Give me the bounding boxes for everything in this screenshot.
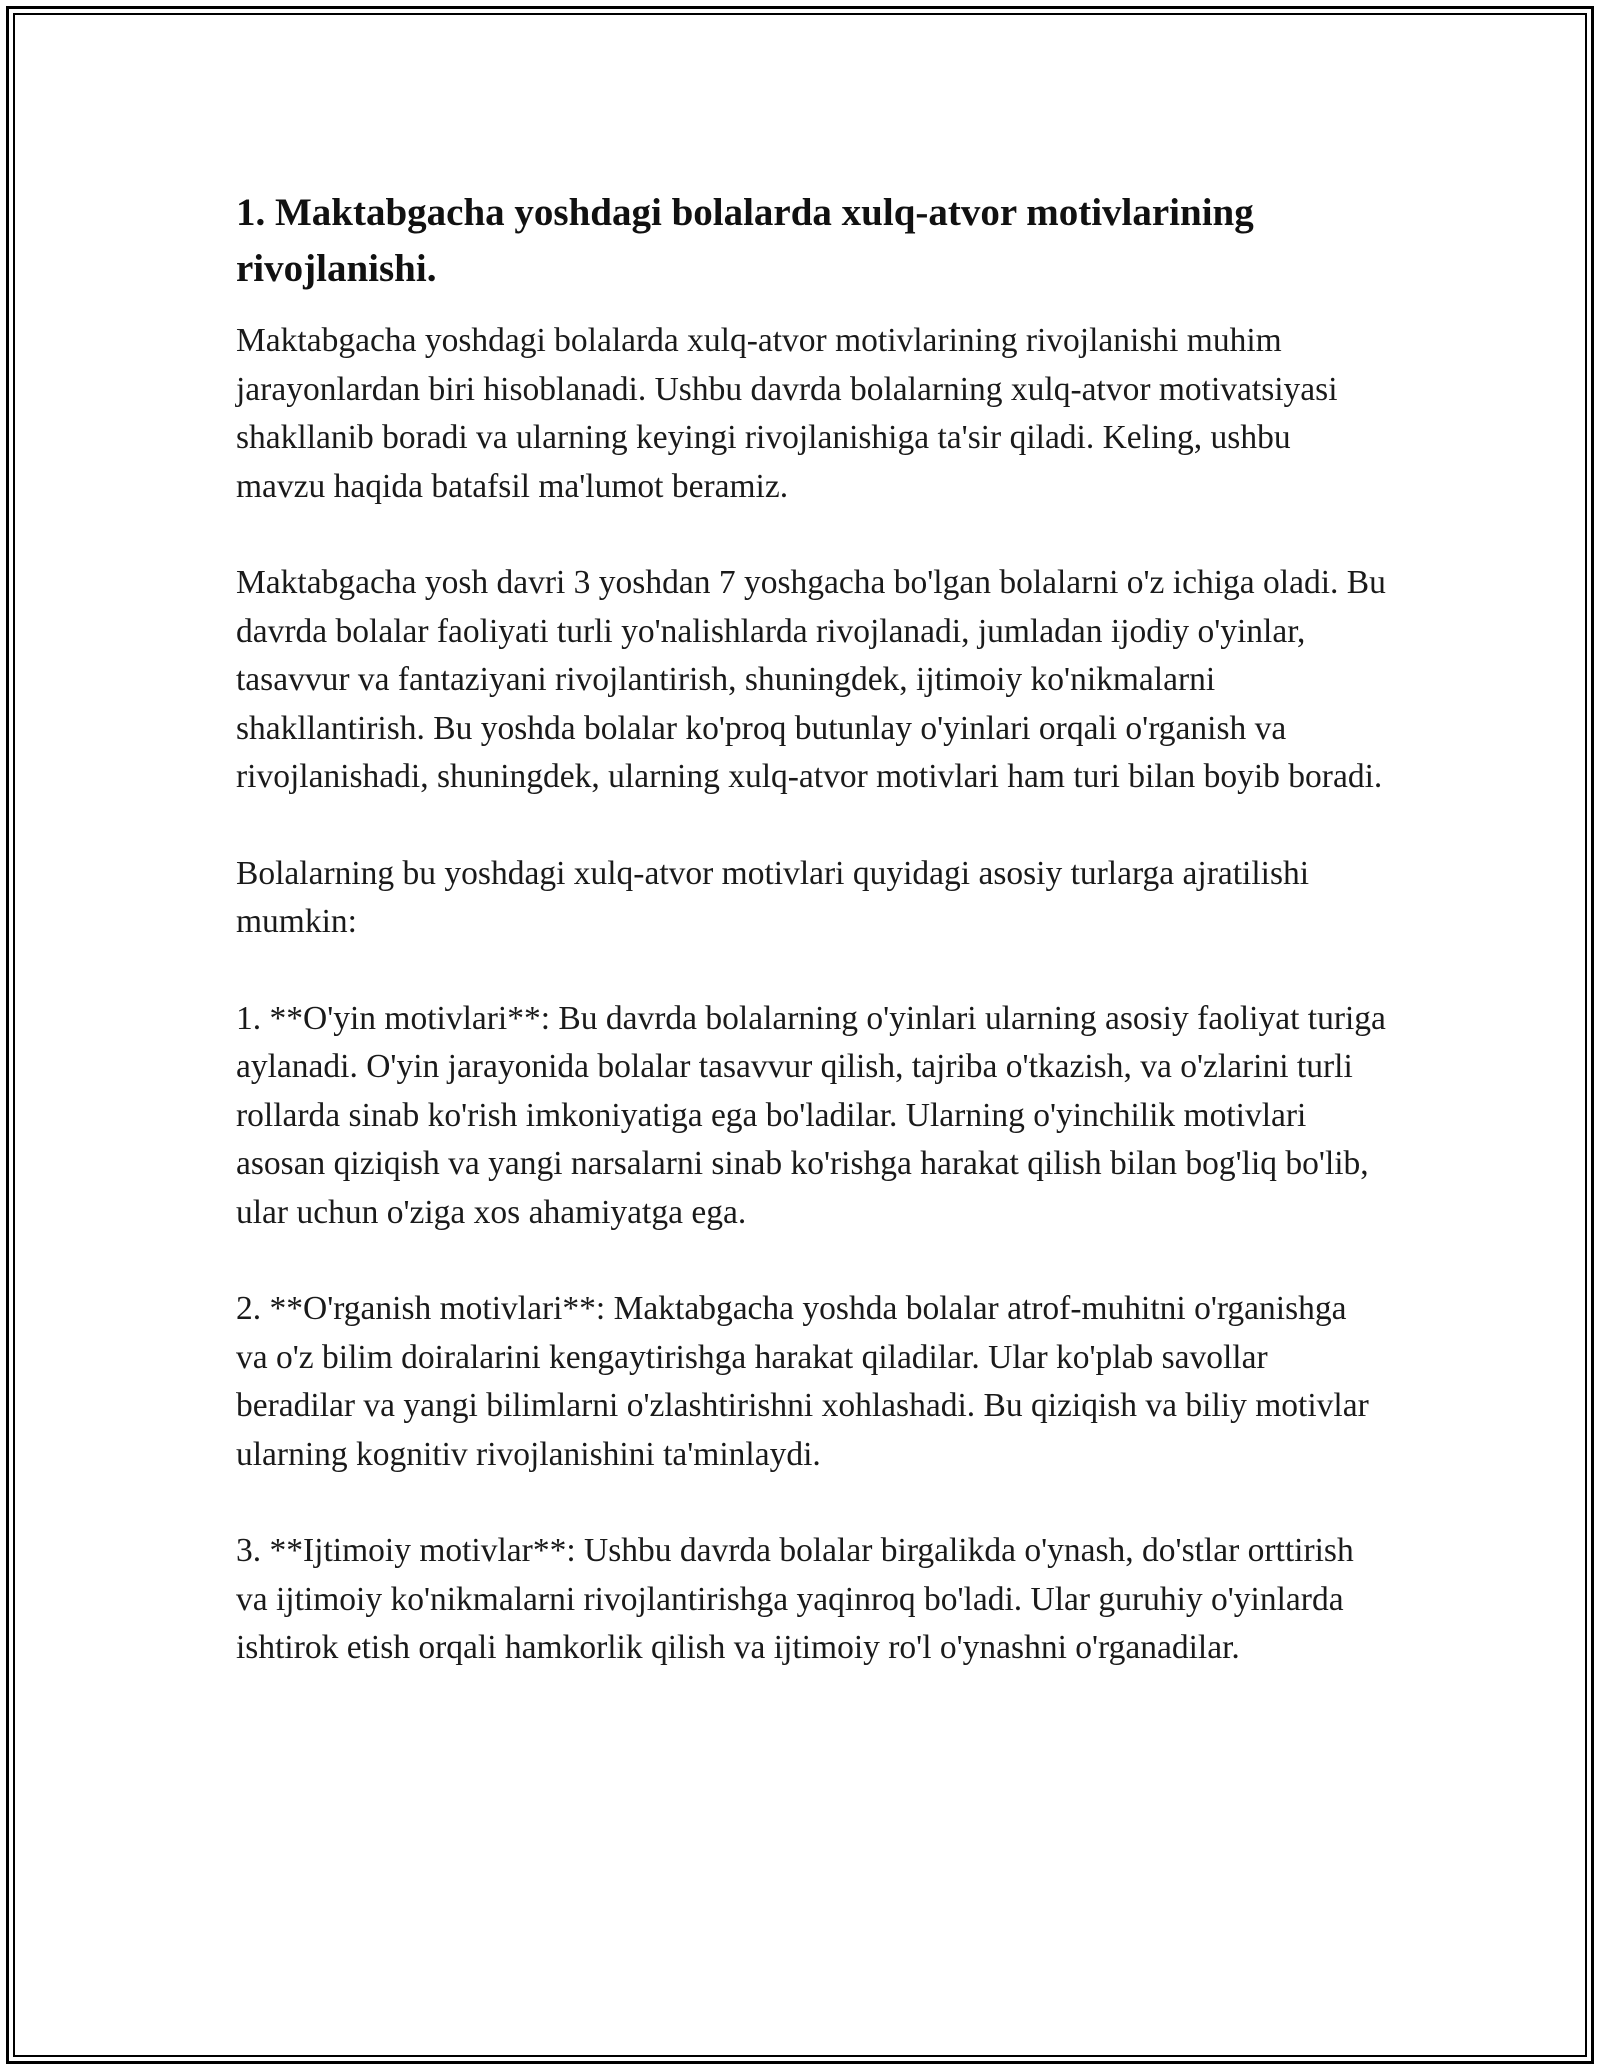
section-heading: 1. Maktabgacha yoshdagi bolalarda xulq-atvor motivlarining rivojlanishi. (236, 191, 1254, 290)
paragraph-age-period: Maktabgacha yosh davri 3 yoshdan 7 yoshgacha bo'lgan bolalarni o'z ichiga oladi. Bu davrda bolalar faoliyati turli yo'nalishlarda rivojlanadi, jumladan ijodiy o'yinlar, tasavvur va fantaziyani rivojlantirish, shuningdek, ijtimoiy ko'nikmalarni shakllantirish. Bu yoshda bolalar ko'proq butunlay o'yinlari orqali o'rganish va rivojlanishadi, shuningdek, ularning xulq-atvor motivlari ham turi bilan boyib boradi. (236, 564, 1386, 795)
list-item-learning-motives: 2. **O'rganish motivlari**: Maktabgacha yoshda bolalar atrof-muhitni o'rganishga va o'z bilim doiralarini kengaytirishga harakat qiladilar. Ular ko'plab savollar beradilar va yangi bilimlarni o'zlashtirishni xohlashadi. Bu qiziqish va biliy motivlar ularning kognitiv rivojlanishini ta'minlaydi. (236, 1290, 1369, 1473)
list-item-social-motives: 3. **Ijtimoiy motivlar**: Ushbu davrda bolalar birgalikda o'ynash, do'stlar orttirish va ijtimoiy ko'nikmalarni rivojlantirishga yaqinroq bo'ladi. Ular guruhiy o'yinlarda ishtirok etish orqali hamkorlik qilish va ijtimoiy ro'l o'ynashni o'rganadilar. (236, 1532, 1354, 1666)
list-item-play-motives: 1. **O'yin motivlari**: Bu davrda bolalarning o'yinlari ularning asosiy faoliyat turiga aylanadi. O'yin jarayonida bolalar tasavvur qilish, tajriba o'tkazish, va o'zlarini turli rollarda sinab ko'rish imkoniyatiga ega bo'ladilar. Ularning o'yinchilik motivlari asosan qiziqish va yangi narsalarni sinab ko'rishga harakat qilish bilan bog'liq bo'lib, ular uchun o'ziga xos ahamiyatga ega. (236, 999, 1386, 1231)
paragraph-intro: Maktabgacha yoshdagi bolalarda xulq-atvor motivlarining rivojlanishi muhim jarayonlardan biri hisoblanadi. Ushbu davrda bolalarning xulq-atvor motivatsiyasi shakllanib boradi va ularning keyingi rivojlanishiga ta'sir qiladi. Keling, ushbu mavzu haqida batafsil ma'lumot beramiz. (236, 322, 1338, 505)
document-body (236, 185, 1386, 1721)
paragraph-motive-types: Bolalarning bu yoshdagi xulq-atvor motivlari quyidagi asosiy turlarga ajratilishi mumkin: (236, 854, 1310, 940)
